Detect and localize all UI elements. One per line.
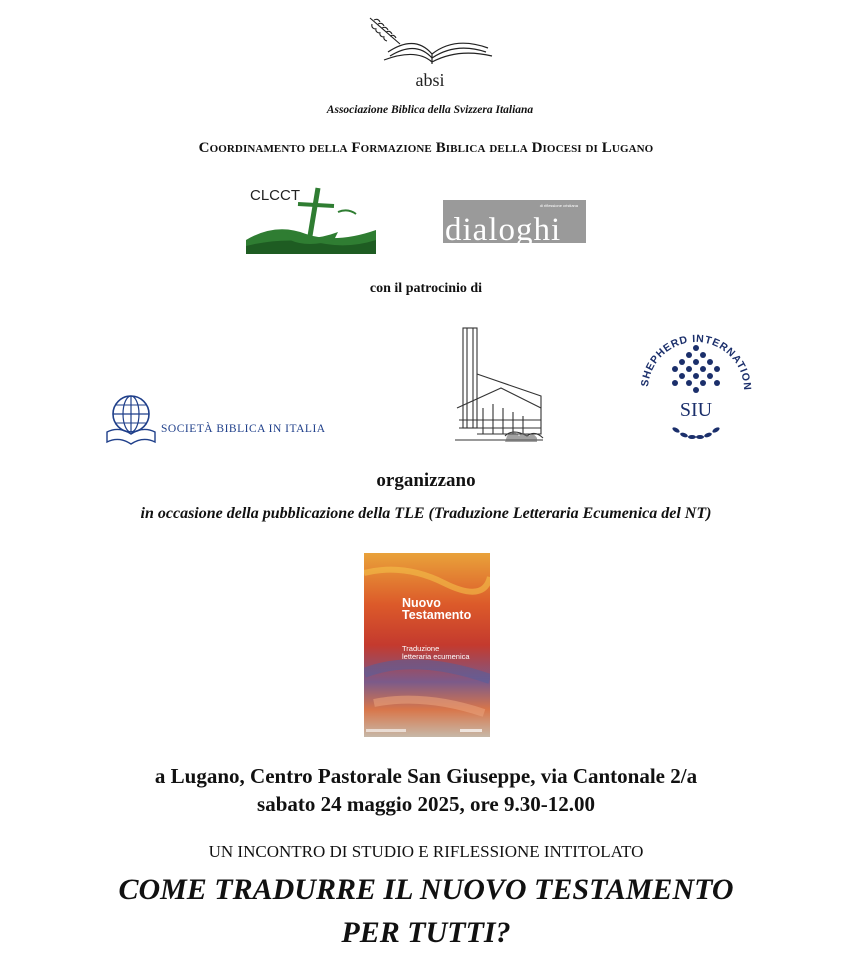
- siu-short-text: SIU: [679, 399, 713, 421]
- absi-logo: [360, 14, 500, 96]
- societa-biblica-logo: [105, 392, 355, 448]
- event-title-line-2: PER TUTTI?: [341, 916, 511, 949]
- absi-logo-text: absi: [415, 70, 445, 90]
- book-title-line-1: Nuovo: [402, 596, 441, 610]
- occasion-text: in occasione della pubblicazione della TLE (Traduzione Letteraria Ecumenica del NT): [140, 505, 712, 522]
- absi-name: Associazione Biblica della Svizzera Italiana: [326, 104, 534, 116]
- book-subtitle-line-2: letteraria ecumenica: [402, 652, 470, 661]
- clccct-text: CLCCT: [250, 187, 301, 204]
- event-place: a Lugano, Centro Pastorale San Giuseppe, via Cantonale 2/a: [154, 764, 698, 788]
- book-subtitle-line-1: Traduzione: [402, 644, 440, 653]
- event-date: sabato 24 maggio 2025, ore 9.30-12.00: [257, 792, 595, 816]
- event-title-line-1: COME TRADURRE IL NUOVO TESTAMENTO: [118, 873, 734, 906]
- book-cover-image: [364, 553, 490, 737]
- clccct-logo: [246, 182, 376, 254]
- siu-logo: [636, 326, 756, 448]
- organizers-label: organizzano: [376, 470, 476, 491]
- svg-text:SHEPHERD INTERNATIONAL UNIVERS: [636, 326, 753, 391]
- patronage-label: con il patrocinio di: [369, 281, 483, 296]
- dialoghi-text: dialoghi: [445, 212, 562, 248]
- church-drawing: [453, 324, 545, 446]
- coordination-heading: Coordinamento della Formazione Biblica della Diocesi di Lugano: [198, 140, 654, 156]
- event-intro: UN INCONTRO DI STUDIO E RIFLESSIONE INTITOLATO: [208, 842, 644, 861]
- book-title: [402, 597, 471, 621]
- book-title-line-2: Testamento: [402, 608, 472, 622]
- siu-ring-text: SHEPHERD INTERNATION: [639, 332, 754, 392]
- dialoghi-logo: [443, 200, 586, 248]
- societa-biblica-text: SOCIETÀ BIBLICA IN ITALIA: [161, 423, 326, 435]
- dialoghi-small-text: di riflessione cristiana: [539, 203, 578, 208]
- book-subtitle: [402, 645, 470, 661]
